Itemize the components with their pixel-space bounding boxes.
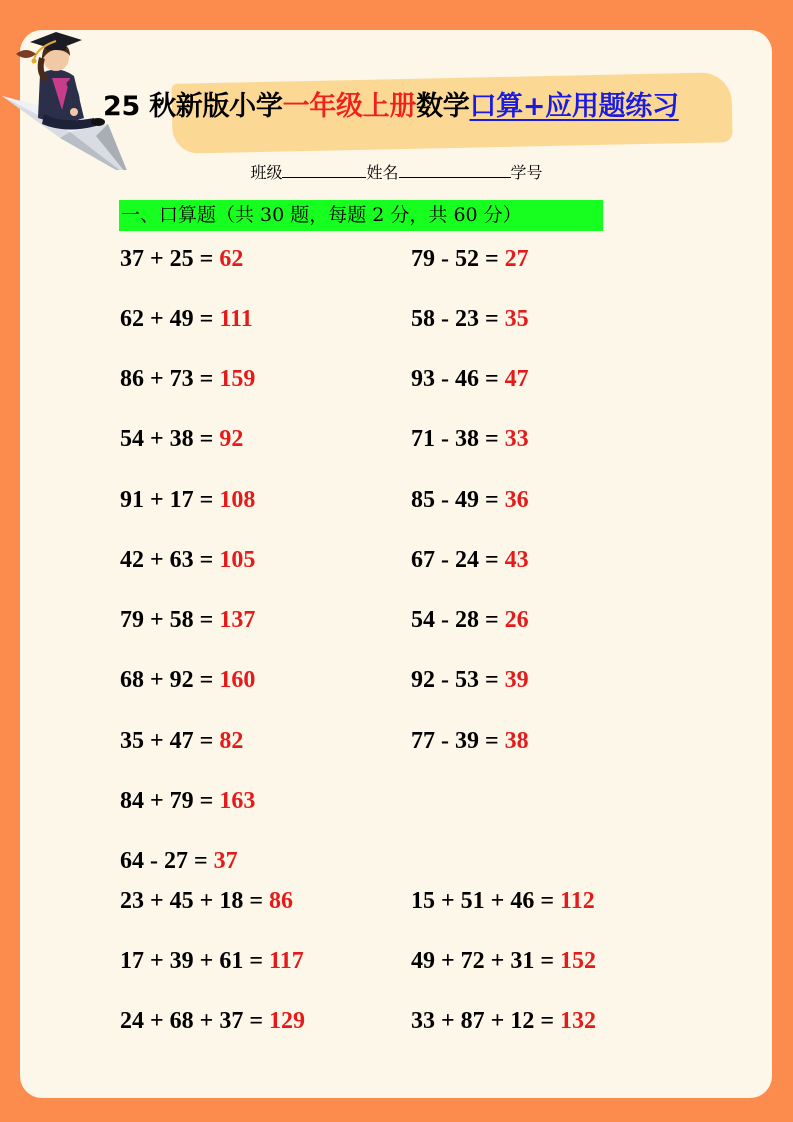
problem-expression: 77 - 39 =: [411, 728, 505, 754]
title-part-topic: 口算+应用题练习: [469, 91, 679, 122]
problem-answer: 129: [269, 1008, 306, 1034]
problem-expression: 79 - 52 =: [411, 246, 505, 272]
problem-expression: 24 + 68 + 37 =: [120, 1008, 270, 1034]
student-info-line: [0, 160, 793, 183]
problem-answer: 163: [219, 788, 256, 814]
problem-expression: 49 + 72 + 31 =: [411, 948, 561, 974]
problem-expression: 86 + 73 =: [120, 366, 220, 392]
left-problem: [120, 726, 243, 756]
section-heading-mental-math: 一、口算题（共 30 题，每题 2 分，共 60 分）: [119, 200, 603, 231]
problem-answer: 152: [560, 948, 597, 974]
problem-answer: 117: [269, 948, 304, 974]
problem-expression: 71 - 38 =: [411, 426, 505, 452]
right-problem: [411, 665, 529, 695]
problem-answer: 36: [504, 487, 529, 513]
problem-expression: 37 + 25 =: [120, 246, 220, 272]
name-blank[interactable]: [399, 163, 511, 178]
problem-expression: 35 + 47 =: [120, 728, 220, 754]
problem-expression: 33 + 87 + 12 =: [411, 1008, 561, 1034]
problem-answer: 82: [219, 728, 244, 754]
problem-answer: 33: [504, 426, 529, 452]
title-part-series: 25 秋新版小学: [103, 91, 283, 122]
problem-expression: 93 - 46 =: [411, 366, 505, 392]
problem-answer: 62: [219, 246, 244, 272]
right-problem: [411, 545, 529, 575]
left-problem: [120, 304, 253, 334]
problem-expression: 58 - 23 =: [411, 306, 505, 332]
left-problem: [120, 946, 304, 976]
left-problem: [120, 424, 243, 454]
right-problem: [411, 364, 529, 394]
problem-answer: 137: [219, 607, 256, 633]
class-label: 班级: [250, 163, 283, 182]
problem-answer: 35: [504, 306, 529, 332]
left-problem: [120, 364, 255, 394]
left-problem: [120, 846, 238, 876]
name-label: 姓名: [366, 163, 399, 182]
left-problem: [120, 886, 293, 916]
problem-answer: 160: [219, 667, 256, 693]
problem-answer: 43: [504, 547, 529, 573]
problem-expression: 54 - 28 =: [411, 607, 505, 633]
title-part-subject: 数学: [416, 91, 470, 122]
problem-answer: 111: [219, 306, 253, 332]
class-blank[interactable]: [282, 163, 366, 178]
right-problem: [411, 605, 529, 635]
right-problem: [411, 1006, 596, 1036]
problem-expression: 17 + 39 + 61 =: [120, 948, 270, 974]
left-problem: [120, 485, 255, 515]
left-problem: [120, 605, 255, 635]
problem-expression: 85 - 49 =: [411, 487, 505, 513]
problem-expression: 84 + 79 =: [120, 788, 220, 814]
problem-expression: 68 + 92 =: [120, 667, 220, 693]
problem-answer: 39: [504, 667, 529, 693]
page-title: [103, 84, 743, 130]
problem-answer: 38: [504, 728, 529, 754]
problem-answer: 112: [560, 888, 595, 914]
title-part-grade: 一年级上册: [282, 91, 417, 122]
problem-answer: 105: [219, 547, 256, 573]
problem-answer: 37: [213, 848, 238, 874]
right-problem: [411, 424, 529, 454]
problem-answer: 159: [219, 366, 256, 392]
right-problem: [411, 946, 596, 976]
left-problem: [120, 244, 243, 274]
right-problem: [411, 304, 529, 334]
problem-expression: 15 + 51 + 46 =: [411, 888, 561, 914]
left-problem: [120, 665, 255, 695]
left-problem: [120, 545, 255, 575]
problem-answer: 132: [560, 1008, 597, 1034]
problem-expression: 64 - 27 =: [120, 848, 214, 874]
problem-expression: 67 - 24 =: [411, 547, 505, 573]
number-label: 学号: [510, 163, 543, 182]
problem-expression: 79 + 58 =: [120, 607, 220, 633]
problem-expression: 42 + 63 =: [120, 547, 220, 573]
problem-expression: 91 + 17 =: [120, 487, 220, 513]
problem-expression: 62 + 49 =: [120, 306, 220, 332]
problem-expression: 92 - 53 =: [411, 667, 505, 693]
problem-answer: 47: [504, 366, 529, 392]
right-problem: [411, 886, 595, 916]
right-problem: [411, 244, 529, 274]
problem-expression: 23 + 45 + 18 =: [120, 888, 270, 914]
left-problem: [120, 1006, 305, 1036]
right-problem: [411, 726, 529, 756]
problem-answer: 92: [219, 426, 244, 452]
left-problem: [120, 786, 255, 816]
problem-answer: 86: [269, 888, 294, 914]
right-problem: [411, 485, 529, 515]
problem-answer: 108: [219, 487, 256, 513]
problem-answer: 27: [504, 246, 529, 272]
problem-answer: 26: [504, 607, 529, 633]
problem-expression: 54 + 38 =: [120, 426, 220, 452]
